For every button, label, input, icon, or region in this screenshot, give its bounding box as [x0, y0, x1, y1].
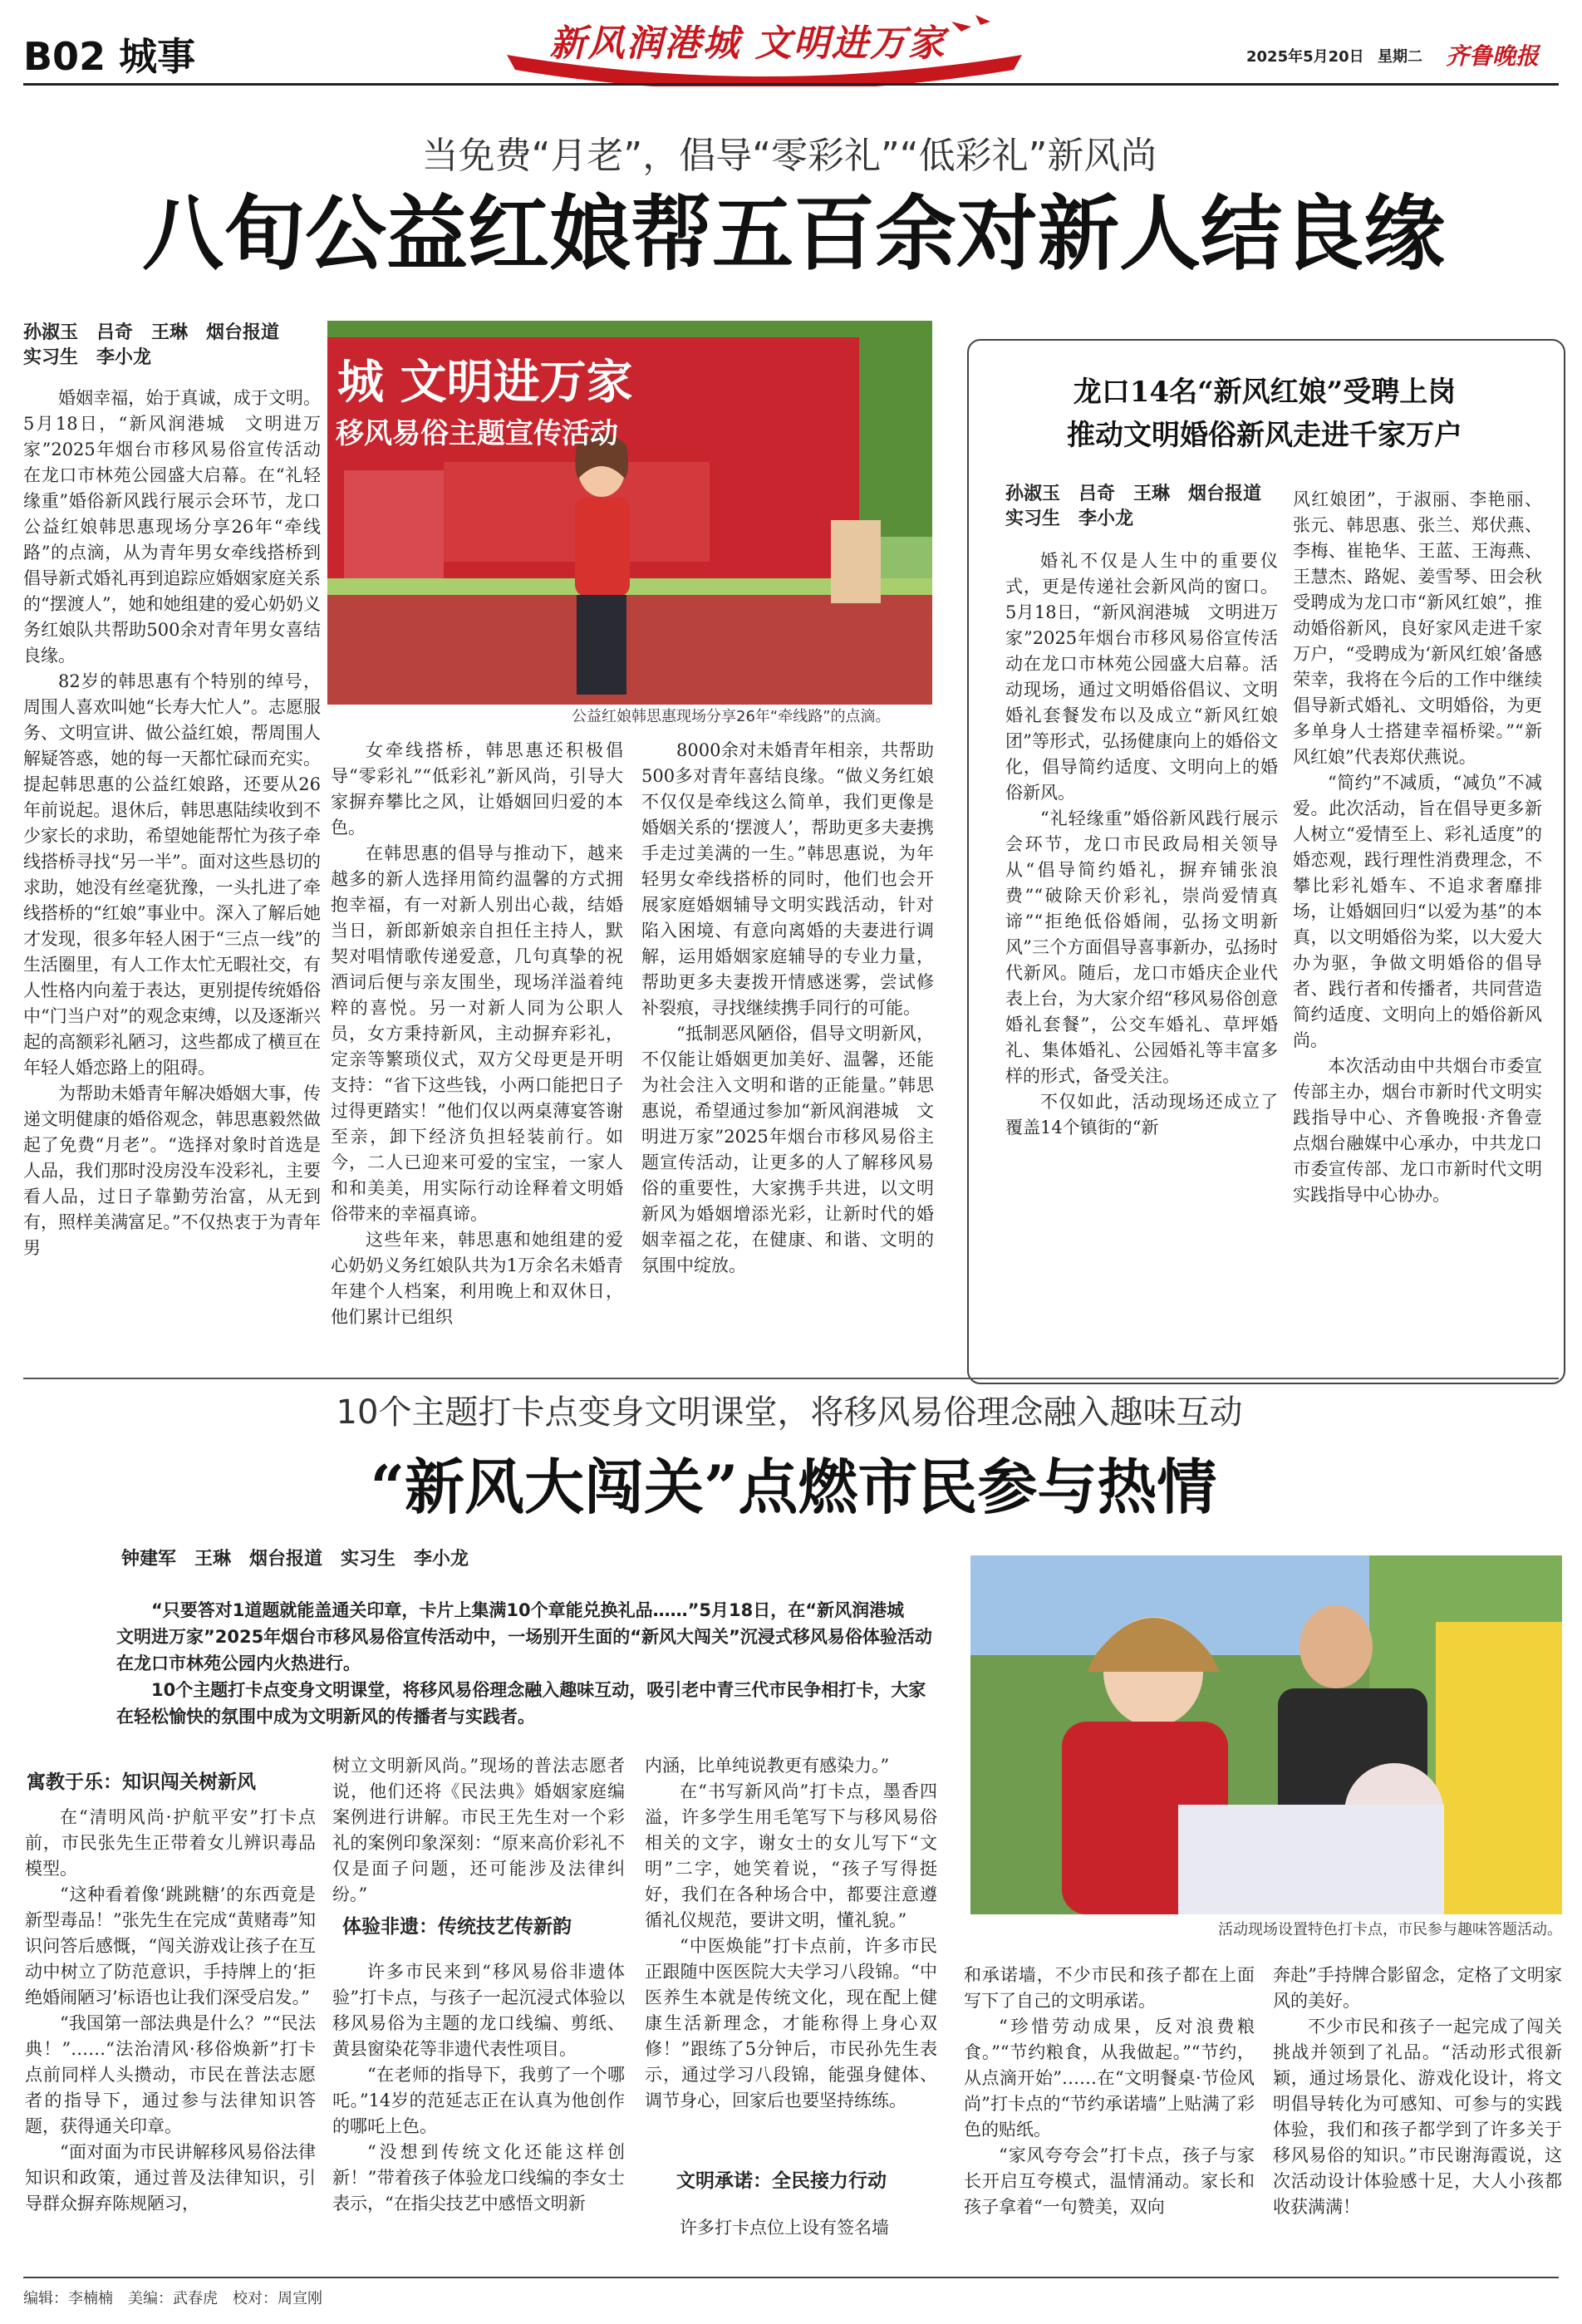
paragraph: 奔赴”手持牌合影留念，定格了文明家风的美好。: [1273, 1965, 1562, 2011]
byline-intern: 实习生 李小龙: [1005, 509, 1134, 529]
sidebar-col2: [1293, 487, 1542, 1208]
paragraph: 不仅如此，活动现场还成立了覆盖14个镇街的“新: [1005, 1092, 1278, 1137]
masthead-rule: [23, 83, 1559, 86]
paragraph: 内涵，比单纯说教更有感染力。”: [645, 1756, 890, 1776]
section-divider: [23, 1378, 1559, 1379]
byline-intern: 实习生 李小龙: [23, 347, 152, 368]
paragraph: 这些年来，韩思惠和她组建的爱心奶奶义务红娘队共为1万余名未婚青年建个人档案，利用晚上和双休日，他们累计已组织: [331, 1230, 623, 1327]
sidebar-headline-1: 龙口14名“新风红娘”受聘上岗: [1073, 376, 1457, 409]
paragraph: 在“书写新风尚”打卡点，墨香四溢，许多学生用毛笔写下与移风易俗相关的文字，谢女士的女儿写下“文明”二字，她笑着说，“孩子写得挺好，我们在各种场合中，都要注意遵循礼仪规范，要讲文明，懂礼貌。”: [645, 1781, 937, 1930]
lead-paragraph: “只要答对1道题就能盖通关印章，卡片上集满10个章能兑换礼品……”5月18日，在“新风润港城 文明进万家”2025年烟台市移风易俗宣传活动中，一场别开生面的“新风大闯关”沉浸式移风易俗体验活动在龙口市林苑公园内火热进行。: [116, 1600, 932, 1673]
paragraph: “这种看着像‘跳跳糖’的东西竟是新型毒品！”张先生在完成“黄赌毒”知识问答后感慨，“闯关游戏让孩子在互动中树立了防范意识，手持牌上的‘拒绝婚闹陋习’标语也让我们深受启发。”: [25, 1884, 316, 2007]
paragraph: 在“清明风尚·护航平安”打卡点前，市民张先生正带着女儿辨识毒品模型。: [25, 1807, 316, 1879]
photo-crowd-illustration: [970, 1555, 1562, 1914]
footer-credits: 编辑：李楠楠 美编：武春虎 校对：周宣刚: [23, 2290, 322, 2307]
article2-photo: [970, 1555, 1562, 1914]
photo-subbanner-text: 移风易俗主题宣传活动: [336, 417, 618, 450]
paragraph: 不少市民和孩子一起完成了闯关挑战并领到了礼品。“活动形式很新颖，通过场景化、游戏化设计，将文明倡导转化为可感知、可参与的实践体验，我们和孩子都学到了许多关于移风易俗的知识。”市民谢海霞说，这次活动设计体验感十足，大人小孩都收获满满！: [1273, 2017, 1562, 2217]
article2-col2a: [332, 1753, 625, 1908]
article2-col2b: [332, 1959, 625, 2217]
paragraph: 8000余对未婚青年相亲，共帮助500多对青年喜结良缘。“做义务红娘不仅仅是牵线这么简单，我们更像是婚姻关系的‘摆渡人’，帮助更多夫妻携手走过美满的一生。”韩思惠说，为年轻男女牵线搭桥的同时，他们也会开展家庭婚姻辅导文明实践活动，针对陷入困境、有意向离婚的夫妻进行调解，运用婚姻家庭辅导的专业力量，帮助更多夫妻拨开情感迷雾，尝试修补裂痕，寻找继续携手同行的可能。: [641, 740, 934, 1018]
article2-col4: [964, 1963, 1255, 2220]
paragraph: “家风夸夸会”打卡点，孩子与家长开启互夸模式，温情涌动。家长和孩子拿着“一句赞美，双向: [964, 2145, 1255, 2217]
issue-weekday: 星期二: [1378, 48, 1422, 66]
article2-subhead-3: 文明承诺：全民接力行动: [676, 2170, 887, 2192]
byline-reporters: 孙淑玉 吕奇 王琳 烟台报道: [1005, 484, 1262, 504]
paragraph: “礼轻缘重”婚俗新风践行展示会环节，龙口市民政局相关领导从“倡导简约婚礼，摒弃铺张浪费”“破除天价彩礼，崇尚爱情真谛”“拒绝低俗婚闹，弘扬文明新风”三个方面倡导喜事新办，弘扬时代新风。随后，龙口市婚庆企业代表上台，为大家介绍“移风易俗创意婚礼套餐”，公交车婚礼、草坪婚礼、集体婚礼、公园婚礼等丰富多样的形式，备受关注。: [1005, 808, 1278, 1086]
paragraph: 为帮助未婚青年解决婚姻大事，传递文明健康的婚俗观念，韩思惠毅然做起了免费“月老”。“选择对象时首选是人品，我们那时没房没车没彩礼，主要看人品，过日子靠勤劳治富，从无到有，照样美满富足。”不仅热衷于为青年男: [23, 1083, 321, 1258]
sidebar-headline-2: 推动文明婚俗新风走进千家万户: [1067, 419, 1462, 452]
article2-headline: “新风大闯关”点燃市民参与热情: [370, 1452, 1217, 1522]
article1-col1: [23, 386, 321, 1261]
photo-banner-text: 城 文明进万家: [337, 356, 633, 410]
article2-kicker: 10个主题打卡点变身文明课堂，将移风易俗理念融入趣味互动: [336, 1393, 1243, 1432]
paragraph: “抵制恶风陋俗，倡导文明新风，不仅能让婚姻更加美好、温馨，还能为社会注入文明和谐的正能量。”韩思惠说，希望通过参加“新风润港城 文明进万家”2025年烟台市移风易俗主题宣传活动，让更多的人了解移风易俗的重要性，大家携手共进，以文明新风为婚姻增添光彩，让新时代的婚姻幸福之花，在健康、和谐、文明的氛围中绽放。: [641, 1024, 934, 1275]
article1-byline: [23, 321, 322, 371]
article1-photo: [327, 321, 932, 705]
article1-col3: [641, 738, 934, 1279]
article2-byline: 钟建军 王琳 烟台报道 实习生 李小龙: [121, 1549, 469, 1570]
paragraph: 和承诺墙，不少市民和孩子都在上面写下了自己的文明承诺。: [964, 1965, 1255, 2011]
article1-col2: [331, 738, 623, 1330]
paragraph: 在韩思惠的倡导与推动下，越来越多的新人选择用简约温馨的方式拥抱幸福，有一对新人别出心裁，结婚当日，新郎新娘亲自担任主持人，默契对唱情歌传递爱意，几句真挚的祝酒词后便与亲友围坐，现场洋溢着纯粹的喜悦。另一对新人同为公职人员，女方秉持新风，主动摒弃彩礼，定亲等繁琐仪式，双方父母更是开明支持：“省下这些钱，小两口能把日子过得更踏实！”他们仅以两桌薄宴答谢至亲，卸下经济负担轻装前行。如今，二人已迎来可爱的宝宝，一家人和和美美，用实际行动诠释着文明婚俗带来的幸福真谛。: [331, 843, 623, 1224]
paragraph: “简约”不减质，“减负”不减爱。此次活动，旨在倡导更多新人树立“爱情至上、彩礼适度”的婚恋观，践行理性消费理念，不攀比彩礼婚车、不追求奢靡排场，让婚姻回归“以爱为基”的本真，以文明婚俗为桨，以大爱大办为驱，争做文明婚俗的倡导者、践行者和传播者，共同营造简约适度、文明向上的婚俗新风尚。: [1293, 773, 1542, 1050]
paragraph: 82岁的韩思惠有个特别的绰号，周围人喜欢叫她“长寿大忙人”。志愿服务、文明宣讲、做公益红娘，帮周围人解疑答惑，她的每一天都忙碌而充实。提起韩思惠的公益红娘路，还要从26年前说起。退休后，韩思惠陆续收到不少家长的求助，希望她能帮忙为孩子牵线搭桥寻找“另一半”。面对这些恳切的求助，她没有丝毫犹豫，一头扎进了牵线搭桥的“红娘”事业中。深入了解后她才发现，很多年轻人困于“三点一线”的生活圈里，有人工作太忙无暇社交，有人性格内向羞于表达，更别提传统婚俗中“门当户对”的观念束缚，以及逐渐兴起的高额彩礼陋习，这些都成了横亘在年轻人婚恋路上的阻碍。: [23, 671, 321, 1078]
sidebar-byline: [1005, 482, 1280, 532]
paragraph: 许多打卡点位上设有签名墙: [680, 2218, 889, 2238]
article2-col3b: [645, 2215, 937, 2241]
issue-date: 2025年5月20日: [1246, 48, 1364, 66]
paragraph: 婚姻幸福，始于真诚，成于文明。5月18日，“新风润港城 文明进万家”2025年烟台市移风易俗宣传活动在龙口市林苑公园盛大启幕。在“礼轻缘重”婚俗新风践行展示会环节，龙口公益红娘韩思惠现场分享26年“牵线路”的点滴，从为青年男女牵线搭桥到倡导新式婚礼再到追踪应婚姻家庭关系的“摆渡人”，她和她组建的爱心奶奶义务红娘队共帮助500余对青年男女喜结良缘。: [23, 388, 321, 666]
paragraph: 本次活动由中共烟台市委宣传部主办，烟台市新时代文明实践指导中心、齐鲁晚报·齐鲁壹点烟台融媒中心承办，中共龙口市委宣传部、龙口市新时代文明实践指导中心协办。: [1293, 1056, 1542, 1205]
slogan-text: 新风润港城 文明进万家: [549, 22, 946, 65]
paragraph: 树立文明新风尚。”现场的普法志愿者说，他们还将《民法典》婚姻家庭编案例进行讲解。市民王先生对一个彩礼的案例印象深刻：“原来高价彩礼不仅是面子问题，还可能涉及法律纠纷。”: [332, 1756, 625, 1904]
article2-col1: [25, 1805, 316, 2217]
footer-rule: [23, 2277, 1559, 2278]
article1-photo-caption: 公益红娘韩思惠现场分享26年“牵线路”的点滴。: [572, 708, 891, 725]
paragraph: “面对面为市民讲解移风易俗法律知识和政策，通过普及法律知识，引导群众摒弃陈规陋习，: [25, 2142, 316, 2213]
lead-paragraph: 10个主题打卡点变身文明课堂，将移风易俗理念融入趣味互动，吸引老中青三代市民争相打卡，大家在轻松愉快的氛围中成为文明新风的传播者与实践者。: [116, 1680, 926, 1727]
paragraph: 风红娘团”，于淑丽、李艳丽、张元、韩思惠、张兰、郑伏燕、李梅、崔艳华、王蓝、王海燕、王慧杰、路妮、姜雪琴、田会秋受聘成为龙口市“新风红娘”，推动婚俗新风，良好家风走进千家万户，“受聘成为‘新风红娘’备感荣幸，我将在今后的工作中继续倡导新式婚礼、文明婚俗，为更多单身人士搭建幸福桥梁。”“新风红娘”代表郑伏燕说。: [1293, 489, 1542, 767]
paragraph: 婚礼不仅是人生中的重要仪式，更是传递社会新风尚的窗口。5月18日，“新风润港城 文明进万家”2025年烟台市移风易俗宣传活动在龙口市林苑公园盛大启幕。活动现场，通过文明婚俗倡议、文明婚礼套餐发布以及成立“新风红娘团”等形式，弘扬健康向上的婚俗文化，倡导简约适度、文明向上的婚俗新风。: [1005, 551, 1278, 803]
paper-name: 齐鲁晚报: [1446, 42, 1540, 70]
article2-photo-caption: 活动现场设置特色打卡点，市民参与趣味答题活动。: [1218, 1921, 1562, 1938]
article2-lead: [116, 1597, 939, 1730]
article2-col3a: [645, 1753, 937, 2114]
paragraph: “我国第一部法典是什么？”“民法典！”……“法治清风·移俗焕新”打卡点前同样人头攒动，市民在普法志愿者的指导下，通过参与法律知识答题，获得通关印章。: [25, 2013, 316, 2136]
paragraph: 许多市民来到“移风易俗非遗体验”打卡点，与孩子一起沉浸式体验以移风易俗为主题的龙口线编、剪纸、黄县窗染花等非遗代表性项目。: [332, 1962, 625, 2059]
paragraph: 女牵线搭桥，韩思惠还积极倡导“零彩礼”“低彩礼”新风尚，引导大家摒弃攀比之风，让婚姻回归爱的本色。: [331, 740, 623, 838]
article1-kicker: 当免费“月老”，倡导“零彩礼”“低彩礼”新风尚: [421, 135, 1157, 177]
byline-reporters: 孙淑玉 吕奇 王琳 烟台报道: [23, 322, 280, 343]
sidebar-col1: [1005, 548, 1278, 1141]
article2-subhead-2: 体验非遗：传统技艺传新韵: [342, 1916, 572, 1938]
article2-subhead-1: 寓教于乐：知识闯关树新风: [27, 1771, 256, 1793]
paragraph: “没想到传统文化还能这样创新！”带着孩子体验龙口线编的李女士表示，“在指尖技艺中感悟文明新: [332, 2142, 625, 2213]
article1-headline: 八旬公益红娘帮五百余对新人结良缘: [141, 186, 1445, 282]
slogan-banner: [499, 7, 1030, 86]
paragraph: “在老师的指导下，我剪了一个哪吒。”14岁的范延志正在认真为他创作的哪吒上色。: [332, 2065, 625, 2136]
paragraph: “中医焕能”打卡点前，许多市民正跟随中医医院大夫学习八段锦。“中医养生本就是传统文化，现在配上健康生活新理念，才能称得上身心双修！”跟练了5分钟后，市民孙先生表示，通过学习八段锦，能强身健体、调节身心，回家后也要坚持练练。: [645, 1936, 937, 2110]
article2-col5: [1273, 1963, 1562, 2220]
paragraph: “珍惜劳动成果，反对浪费粮食。”“节约粮食，从我做起。”“节约，从点滴开始”……在“文明餐桌·节俭风尚”打卡点的“节约承诺墙”上贴满了彩色的贴纸。: [964, 2017, 1255, 2140]
section-label: B02 城事: [23, 34, 196, 79]
